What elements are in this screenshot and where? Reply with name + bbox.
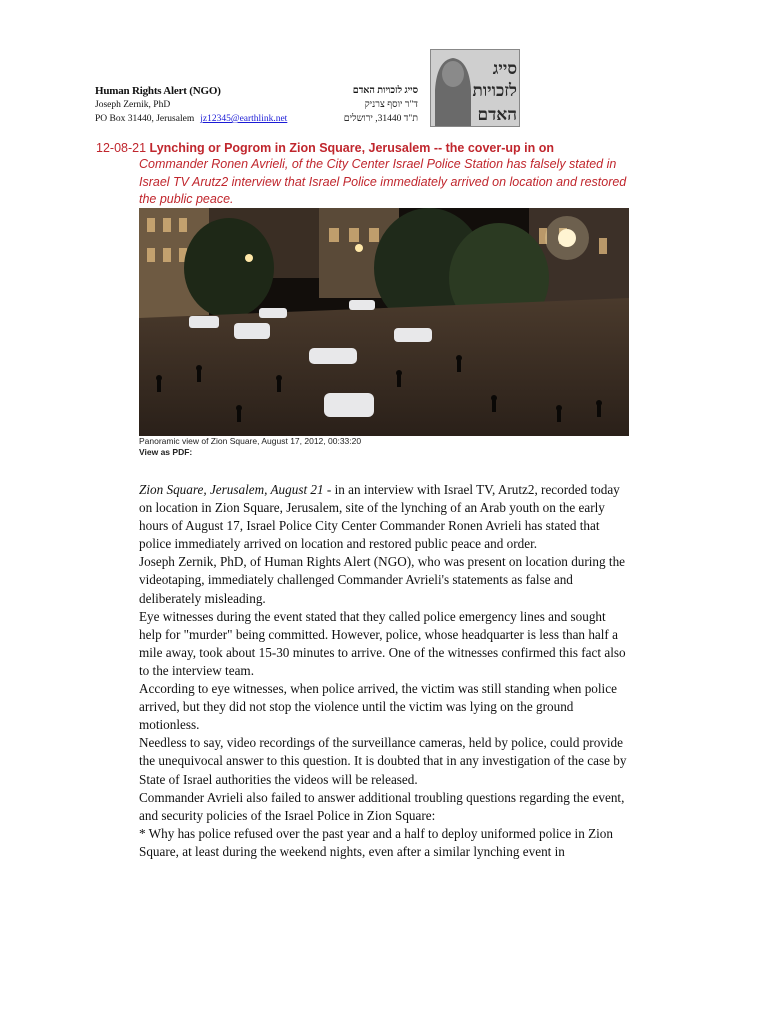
postal-address: PO Box 31440, Jerusalem — [95, 114, 195, 124]
svg-text:האדם: האדם — [477, 105, 517, 125]
paragraph-4: According to eye witnesses, when police arrived, the victim was still standing when police arrived, but they did not stop the violence until the victim was lying on the ground motionless. — [139, 681, 617, 733]
letterhead-right-hebrew — [330, 84, 418, 126]
paragraph-3: Eye witnesses during the event stated that they called police emergency lines and sought help for "murder" being committed. However, police, whose headquarter is less than half a mile away, took about 15-30 minutes to arrive. One of the witnesses confirmed this fact also to the interview team. — [139, 608, 626, 678]
photo-caption: Panoramic view of Zion Square, August 17, 2012, 00:33:20 — [139, 436, 362, 446]
org-name: Human Rights Alert (NGO) — [95, 85, 221, 97]
dateline: Zion Square, Jerusalem, August 21 — [139, 482, 324, 497]
zion-square-photo — [139, 208, 629, 436]
photo-caption-block — [139, 436, 361, 457]
paragraph-5: Needless to say, video recordings of the surveillance cameras, held by police, could provide the unequivocal answer to this question. It is doubted that in any investigation of the case by State of Israel authorities the videos will be released. — [139, 735, 627, 787]
svg-text:לזכויות: לזכויות — [472, 81, 517, 101]
article-body — [139, 481, 631, 861]
article-date: 12-08-21 — [96, 141, 147, 155]
paragraph-6: Commander Avrieli also failed to answer additional troubling questions regarding the event, and security policies of the Israel Police in Zion Square: — [139, 789, 625, 823]
address-hebrew: ת"ד 31440, ירושלים — [343, 114, 418, 124]
view-as-pdf-link[interactable]: View as PDF: — [139, 446, 193, 457]
author-name-hebrew: ד"ר יוסף צרניק — [364, 100, 418, 110]
article-title — [96, 140, 656, 156]
paragraph-2: Joseph Zernik, PhD, of Human Rights Alert (NGO), who was present on location during the videotaping, immediately challenged Commander Avrieli's statements as false and deliberately misleading. — [139, 554, 626, 606]
author-name: Joseph Zernik, PhD — [95, 100, 171, 110]
paragraph-7: * Why has police refused over the past year and a half to deploy uniformed police in Zion Square, at least during the weekend nights, even after a similar lynching event in — [139, 825, 613, 859]
email-link[interactable]: jz12345@earthlink.net — [200, 114, 288, 124]
article-subtitle: Commander Ronen Avrieli, of the City Center Israel Police Station has falsely stated in Israel TV Arutz2 interview that Israel Police immediately arrived on location and restored the public peace. — [139, 157, 627, 206]
paragraph-1 — [139, 481, 631, 553]
letterhead-left — [95, 84, 287, 126]
paragraph-1-text: - in an interview with Israel TV, Arutz2, recorded today on location in Zion Square, Jerusalem, site of the lynching of an Arab youth on the early hours of August 17, Israel Police City Center Commander Ronen Avrieli has stated that police immediately arrived on location and restored public peace and order. — [139, 482, 620, 552]
org-logo — [430, 49, 520, 127]
article-title-text: Lynching or Pogrom in Zion Square, Jerusalem -- the cover-up in on — [149, 141, 554, 155]
address-line — [95, 112, 287, 126]
org-name-hebrew: סייג לזכויות האדם — [352, 86, 418, 96]
svg-text:סייג: סייג — [492, 59, 517, 79]
